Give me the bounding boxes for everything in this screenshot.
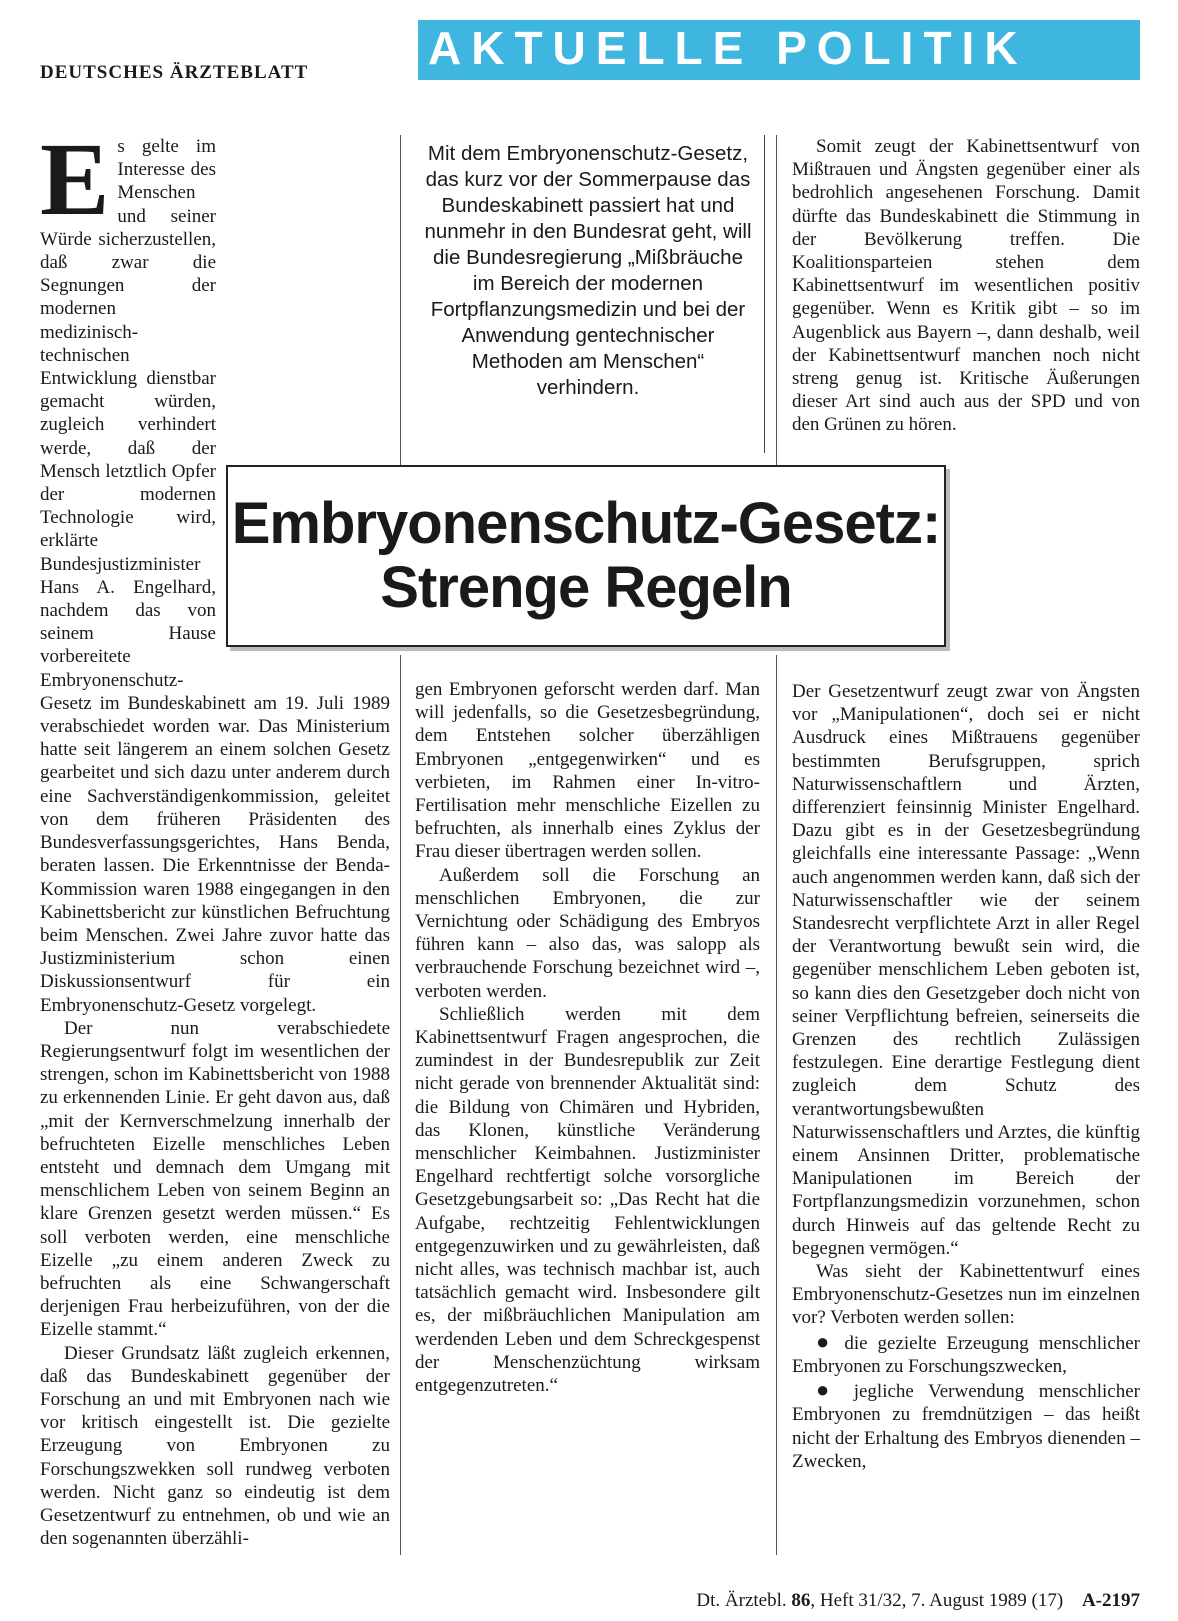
volume-number: 86 [791,1590,811,1611]
bullet-text: die gezielte Erzeugung menschlicher Embryonen zu Forschungszwecken, [792,1332,1141,1377]
intro-box [412,135,765,453]
paragraph: gen Embryonen geforscht werden darf. Man will jedenfalls, so die Gesetzesbegründung, dem Entstehen solcher überzähligen Embryonen „entgegenwirken“ und es verbieten, im Rahmen einer In-vitro-Fertilisation mehr menschliche Eizellen zu befruchten, als innerhalb eines Zyklus der Frau dieser übertragen werden sollen. [415,679,760,863]
page-footer [0,1590,1140,1612]
paragraph: Was sieht der Kabinettentwurf eines Embryonenschutz-Gesetzes nun im einzelnen vor? Verboten werden sollen: [792,1261,1140,1329]
bullet-item [792,1378,1140,1473]
section-banner: AKTUELLE POLITIK [418,20,1140,80]
left-column [40,122,390,1550]
middle-column [415,678,760,1397]
column-divider [776,135,777,465]
journal-name: Dt. Ärztebl. [696,1590,787,1611]
right-column-lower [792,680,1140,1473]
paragraph: Schließlich werden mit dem Kabinettsentwurf Fragen angesprochen, die zumindest in der Bundesrepublik zur Zeit nicht gerade von brennender Aktualität sind: die Bildung von Chimären und Hybriden, das Klonen, künstliche Veränderung menschlicher Keimbahnen. Justizminister Engelhard rechtfertigt solche vorsorgliche Gesetzgebungsarbeit so: „Das Recht hat die Aufgabe, rechtzeitig Fehlentwicklungen entgegenzuwirken und zu gewährleisten, daß nicht alles, was technisch machbar ist, auch tatsächlich gemacht wird. Insbesondere gilt es, der mißbräuchlichen Manipulation am werdenden Leben und dem Schreckgespenst der Menschenzüchtung wirksam entgegenzutreten.“ [415,1003,760,1397]
bullet-item [792,1330,1140,1378]
headline-line-2: Strenge Regeln [380,555,792,620]
paragraph: Außerdem soll die Forschung an menschlichen Embryonen, die zur Vernichtung oder Schädigung des Embryos führen kann – also das, was salopp als verbrauchende Forschung bezeichnet wird –, verboten werden. [415,864,760,1002]
intro-text: Mit dem Embryonenschutz-Gesetz, das kurz vor der Sommerpause das Bundeskabinett passiert hat und nunmehr in den Bundesrat geht, will die Bundesregierung „Mißbräuche im Bereich der modernen Fortpflanzungsmedizin und bei der Anwendung gentechnischer Methoden am Menschen“ verhindern. [424,142,752,399]
bullet-icon: ● [816,1328,835,1354]
paragraph: Dieser Grundsatz läßt zugleich erkennen, daß das Bundeskabinett gegenüber der Forschung an und mit Embryonen nach wie vor kritisch eingestellt ist. Die gezielte Erzeugung von Embryonen zu Forschungszwekken soll rundweg verboten werden. Nicht ganz so eindeutig ist dem Gesetzentwurf zu entnehmen, ob und wie an den sogenannten überzähli- [40,1342,390,1550]
paragraph: Der Gesetzentwurf zeugt zwar von Ängsten vor „Manipulationen“, doch sei er nicht Ausdruck eines Mißtrauens gegenüber bestimmten Berufsgruppen, sprich Naturwissenschaftlern und Ärzten, differenziert feinsinnig Minister Engelhard. Dazu gibt es in der Gesetzesbegründung gleichfalls eine interessante Passage: „Wenn auch angenommen werden kann, daß sich der Naturwissenschaftler wie der seinem Standesrecht verpflichtete Arzt in aller Regel der Verantwortung bewußt sein wird, die gegenüber menschlichem Leben geboten ist, so kann dies den Gesetzgeber doch nicht von seiner Verpflichtung befreien, seinerseits die Grenzen des rechtlich Zulässigen festzulegen. Eine derartige Festlegung dient zugleich dem Schutz des verantwortungsbewußten Naturwissenschaftlers und Arztes, die künftig einem Ansinnen Dritter, problematische Manipulationen im Bereich der Fortpflanzungsmedizin vorzunehmen, schon durch Hinweis auf das geltende Recht zu begegnen vermögen.“ [792,681,1140,1259]
paragraph: Somit zeugt der Kabinettsentwurf von Mißtrauen und Ängsten gegenüber einer als bedrohlich angesehenen Forschung. Damit dürfte das Bundeskabinett die Stimmung in der Bevölkerung treffen. Die Koalitionsparteien stehen dem Kabinettsentwurf im wesentlichen positiv gegenüber. Wenn es Kritik gibt – so im Augenblick aus Bayern –, dann deshalb, weil der Kabinettsentwurf manchen noch nicht streng genug ist. Kritische Äußerungen dieser Art sind auch aus der SPD und von den Grünen zu hören. [792,136,1140,436]
lead-paragraph-text: s gelte im Interesse des Menschen und seiner Würde sicherzustellen, daß zwar die Segnungen der modernen medizinisch-technischen Entwicklung dienstbar gemacht würden, zugleich verhindert werde, daß der Mensch letztlich Opfer der modernen Technologie wird, erklärte Bundesjustizminister Hans A. Engelhard, nachdem das von seinem Hause vorbereitete Embryonenschutz-Gesetz im Bundeskabinett am 19. Juli 1989 verabschiedet worden war. Das Ministerium hatte seit längerem an einem solchen Gesetz gearbeitet und sich dazu unter anderem durch eine Sachverständigenkommission, geleitet von dem früheren Präsidenten des Bundesverfassungsgerichtes, Hans Benda, beraten lassen. Die Erkenntnisse der Benda-Kommission waren 1988 eingegangen in den Kabinettsbericht zur künstlichen Befruchtung beim Menschen. Zwei Jahre zuvor hatte das Justizministerium schon einen Diskussionsentwurf für ein Embryonenschutz-Gesetz vorgelegt. [40,136,390,1016]
column-divider [400,135,401,465]
masthead: DEUTSCHES ÄRZTEBLATT [40,62,309,83]
bullet-text: jegliche Verwendung menschlicher Embryonen zu fremdnützigen – das heißt nicht der Erhaltung des Embryos dienenden – Zwecken, [792,1381,1140,1472]
column-divider [776,655,777,1555]
right-column [792,135,1140,665]
page-number: A-2197 [1081,1590,1140,1611]
issue-info: , Heft 31/32, 7. August 1989 (17) [810,1590,1064,1611]
paragraph: Der nun verabschiedete Regierungsentwurf folgt im wesentlichen der strengen, schon im Kabinettsbericht von 1988 zu erkennenden Linie. Er geht davon aus, daß „mit der Kernverschmelzung innerhalb der befruchteten Eizelle menschliches Leben entsteht und demnach dem Umgang mit menschlichem Leben von seinem Beginn an klare Grenzen gesetzt werden müssen.“ Es soll verboten werden, eine menschliche Eizelle „zu einem anderen Zweck zu befruchten als eine Schwangerschaft derjenigen Frau herbeizuführen, von der die Eizelle stammt.“ [40,1017,390,1341]
bullet-icon: ● [816,1377,840,1403]
column-divider [400,655,401,1555]
drop-cap: E [40,122,110,237]
headline-line-1: Embryonenschutz-Gesetz: [231,491,941,556]
